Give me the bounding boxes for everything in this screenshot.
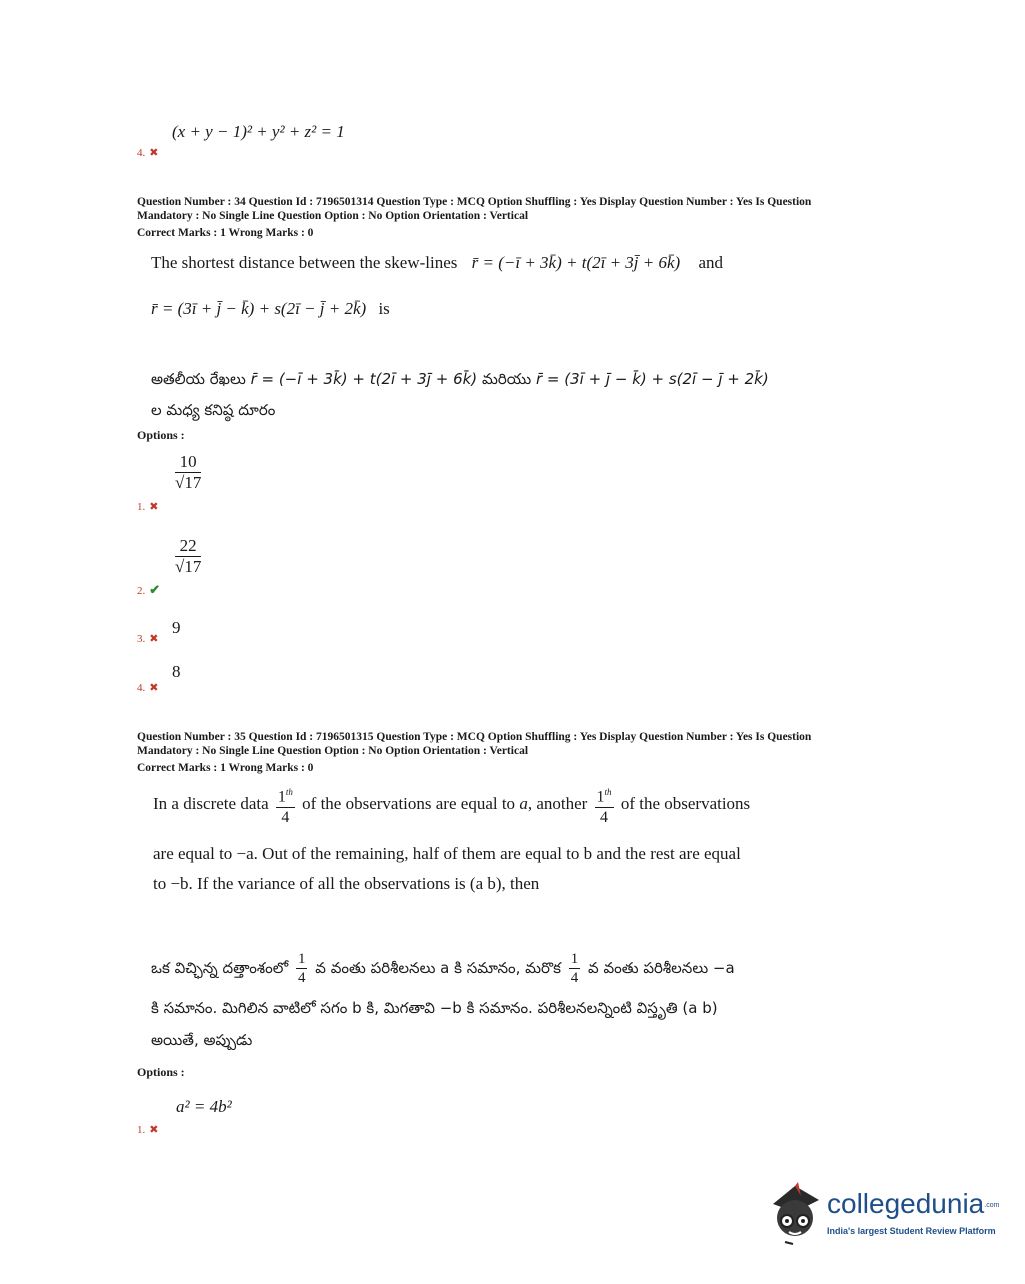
q34-option-3-value: 9 [172, 618, 181, 637]
cross-icon: ✖ [149, 1124, 159, 1136]
q34-telugu-line2: ల మధ్య కనిష్ఠ దూరం [151, 401, 276, 419]
cross-icon: ✖ [149, 147, 159, 159]
cross-icon: ✖ [149, 501, 159, 513]
cross-icon: ✖ [149, 633, 159, 645]
q34-option-3-label: 3. ✖ [137, 633, 159, 645]
check-icon: ✔ [149, 582, 161, 597]
prev-option-4-expr: (x + y − 1)² + y² + z² = 1 [172, 122, 345, 141]
q35-telugu-line1: ఒక విచ్ఛిన్న దత్తాంశంలో $\frac{1}{4}$ వ వంతు పరిశీలనలు a కి సమానం, మరొక $\frac{1}{4}$ వ వంతు పరిశీలనలు −a [151, 951, 735, 986]
q35-english-line1: In a discrete data $\frac{1^{th}}{4}$ of the observations are equal to a, another $\frac{1^{th}}{4}$ of the observations [153, 782, 793, 828]
q34-english-line2: r̄ = (3ī + j̄ − k̄) + s(2ī − j̄ + 2k̄) is [151, 299, 390, 318]
q35-options-label: Options : [137, 1065, 185, 1079]
q34-option-1-label: 1. ✖ [137, 501, 159, 513]
q35-option-1-label: 1. ✖ [137, 1124, 159, 1136]
q34-english-line1: The shortest distance between the skew-lines r̄ = (−ī + 3k̄) + t(2ī + 3j̄ + 6k̄) and [151, 253, 723, 272]
q35-english-line2: are equal to −a. Out of the remaining, half of them are equal to b and the rest are equal [153, 844, 741, 863]
cross-icon: ✖ [149, 682, 159, 694]
logo-name: collegedunia.com [827, 1188, 1000, 1219]
q34-telugu-line1: అతలీయ రేఖలు r̄ = (−ī + 3k̄) + t(2ī + 3j̄ + 6k̄) మరియు r̄ = (3ī + j̄ − k̄) + s(2ī − j̄ + 2k̄) [151, 370, 769, 388]
q34-options-label: Options : [137, 428, 185, 442]
q34-option-2-value: $\frac{22}{√17}$ [175, 536, 202, 576]
q34-line1-expr: r̄ = (−ī + 3k̄) + t(2ī + 3j̄ + 6k̄) [471, 253, 681, 272]
q35-english-line3: to −b. If the variance of all the observations is (a b), then [153, 874, 540, 893]
q35-telugu-line2: కి సమానం. మిగిలిన వాటిలో సగం b కి, మిగతావి −b కి సమానం. పరిశీలనలన్నింటి విస్తృతి (a b) [151, 999, 718, 1017]
q34-option-4-value: 8 [172, 662, 181, 681]
logo-tagline: India's largest Student Review Platform [827, 1226, 996, 1236]
q34-line2-expr: r̄ = (3ī + j̄ − k̄) + s(2ī − j̄ + 2k̄) [151, 299, 367, 318]
collegedunia-logo [765, 1178, 1005, 1248]
q35-telugu-line3: అయితే, అప్పుడు [151, 1031, 253, 1049]
q34-option-4-label: 4. ✖ [137, 682, 159, 694]
mascot-icon [765, 1178, 825, 1248]
q34-option-2-label: 2. ✔ [137, 582, 161, 597]
q35-meta: Question Number : 35 Question Id : 7196501315 Question Type : MCQ Option Shuffling : Yes Display Question Number : Yes Is Question Mandatory : No Single Line Question Option : No Option Orientation : Vertical Correct Marks : 1 Wrong Marks : 0 [137, 731, 812, 774]
q34-option-1-value: $\frac{10}{√17}$ [175, 452, 202, 492]
prev-option-4-label: 4. ✖ [137, 147, 159, 159]
q34-meta: Question Number : 34 Question Id : 7196501314 Question Type : MCQ Option Shuffling : Yes Display Question Number : Yes Is Question Mandatory : No Single Line Question Option : No Option Orientation : Vertical Correct Marks : 1 Wrong Marks : 0 [137, 196, 812, 239]
q35-option-1-value: a² = 4b² [176, 1097, 232, 1116]
